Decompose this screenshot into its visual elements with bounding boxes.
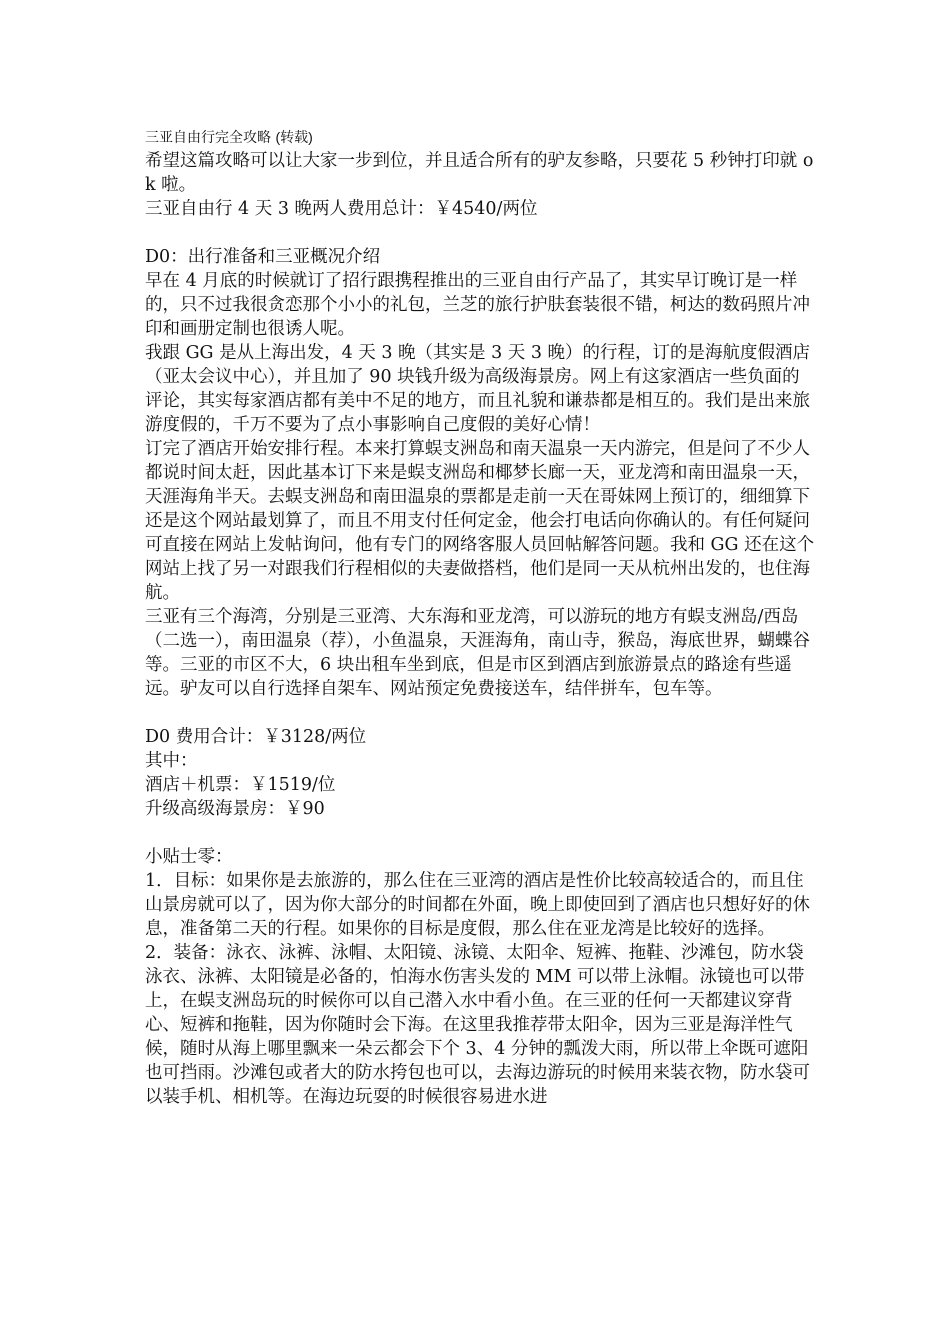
document-title <box>145 128 815 147</box>
blank-line <box>145 701 815 725</box>
d0-paragraph: 我跟 GG 是从上海出发，4 天 3 晚（其实是 3 天 3 晚）的行程，订的是海航度假酒店（亚太会议中心），并且加了 90 块钱升级为高级海景房。网上有这家酒店一些负面的评论，其实每家酒店都有美中不足的地方，而且礼貌和谦恭都是相互的。我们是出来旅游度假的，千万不要为了点小事影响自己度假的美好心情！ <box>145 343 811 435</box>
d0-cost-label: 其中： <box>145 751 198 771</box>
d0-paragraph: 订完了酒店开始安排行程。本来打算蜈支洲岛和南天温泉一天内游完，但是问了不少人都说时间太赶，因此基本订下来是蜈支洲岛和椰梦长廊一天，亚龙湾和南田温泉一天，天涯海角半天。去蜈支洲岛和南田温泉的票都是走前一天在哥妹网上预订的，细细算下还是这个网站最划算了，而且不用支付任何定金，他会打电话向你确认的。有任何疑问可直接在网站上发帖询问，他有专门的网络客服人员回帖解答问题。我和 GG 还在这个网站上找了另一对跟我们行程相似的夫妻做搭档，他们是同一天从杭州出发的，也住海航。 <box>145 439 815 603</box>
d0-cost-item: 酒店＋机票：￥1519/位 <box>145 775 336 795</box>
section-heading-d0: D0：出行准备和三亚概况介绍 <box>145 247 381 267</box>
tip-item: 2．装备：泳衣、泳裤、泳帽、太阳镜、泳镜、太阳伞、短裤、拖鞋、沙滩包，防水袋 <box>145 943 804 963</box>
blank-line <box>145 221 815 245</box>
intro-paragraph: 希望这篇攻略可以让大家一步到位，并且适合所有的驴友参略，只要花 5 秒钟打印就 ok 啦。 <box>145 151 814 195</box>
blank-line <box>145 821 815 845</box>
title-tag: (转载) <box>275 129 313 145</box>
document-page <box>145 128 815 1109</box>
d0-paragraph: 三亚有三个海湾，分别是三亚湾、大东海和亚龙湾，可以游玩的地方有蜈支洲岛/西岛（二选一），南田温泉（荐），小鱼温泉，天涯海角，南山寺，猴岛，海底世界，蝴蝶谷等。三亚的市区不大，6 块出租车坐到底，但是市区到酒店到旅游景点的路途有些遥远。驴友可以自行选择自架车、网站预定免费接送车，结伴拼车，包车等。 <box>145 607 810 699</box>
total-cost-line: 三亚自由行 4 天 3 晚两人费用总计：￥4540/两位 <box>145 199 538 219</box>
tips-heading: 小贴士零： <box>145 847 233 867</box>
tip-item: 1．目标：如果你是去旅游的，那么住在三亚湾的酒店是性价比较高较适合的，而且住山景房就可以了，因为你大部分的时间都在外面，晚上即使回到了酒店也只想好好的休息，准备第二天的行程。如果你的目标是度假，那么住在亚龙湾是比较好的选择。 <box>145 871 810 939</box>
tip-item: 泳衣、泳裤、太阳镜是必备的，怕海水伤害头发的 MM 可以带上泳帽。泳镜也可以带上，在蜈支洲岛玩的时候你可以自己潜入水中看小鱼。在三亚的任何一天都建议穿背心、短裤和拖鞋，因为你随时会下海。在这里我推荐带太阳伞，因为三亚是海洋性气候，随时从海上哪里飘来一朵云都会下个 3、4 分钟的瓢泼大雨，所以带上伞既可遮阳也可挡雨。沙滩包或者大的防水挎包也可以，去海边游玩的时候用来装衣物，防水袋可以装手机、相机等。在海边玩耍的时候很容易进水进 <box>145 967 810 1107</box>
d0-paragraph: 早在 4 月底的时候就订了招行跟携程推出的三亚自由行产品了，其实早订晚订是一样的，只不过我很贪恋那个小小的礼包，兰芝的旅行护肤套装很不错，柯达的数码照片冲印和画册定制也很诱人呢。 <box>145 271 810 339</box>
d0-cost-total: D0 费用合计：￥3128/两位 <box>145 727 367 747</box>
d0-cost-item: 升级高级海景房：￥90 <box>145 799 325 819</box>
title-text: 三亚自由行完全攻略 <box>145 130 271 146</box>
